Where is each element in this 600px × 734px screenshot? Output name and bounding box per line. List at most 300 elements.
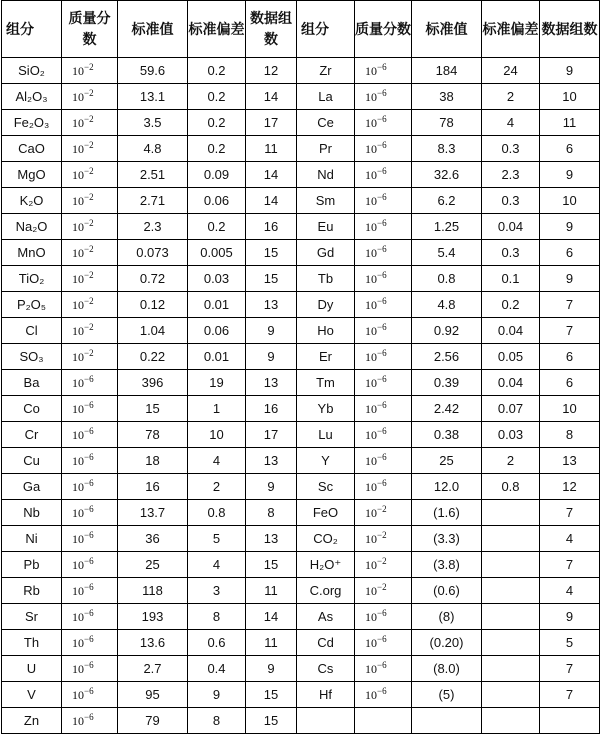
unit-base: 10 bbox=[365, 142, 377, 156]
standard-deviation-cell: 0.03 bbox=[482, 422, 540, 448]
standard-value-cell: 0.073 bbox=[118, 240, 188, 266]
standard-value-cell: (0.6) bbox=[412, 578, 482, 604]
component-cell: K₂O bbox=[2, 188, 62, 214]
standard-deviation-cell bbox=[482, 682, 540, 708]
mass-fraction-cell bbox=[355, 162, 412, 188]
data-count-cell: 17 bbox=[246, 110, 297, 136]
mass-fraction-cell bbox=[62, 266, 118, 292]
standard-deviation-cell: 2 bbox=[482, 448, 540, 474]
data-count-cell: 9 bbox=[246, 474, 297, 500]
data-count-cell: 12 bbox=[246, 58, 297, 84]
standard-deviation-cell: 0.4 bbox=[188, 656, 246, 682]
standard-value-cell: 0.38 bbox=[412, 422, 482, 448]
standard-deviation-cell: 0.3 bbox=[482, 136, 540, 162]
unit-base: 10 bbox=[72, 584, 84, 598]
standard-deviation-cell: 0.2 bbox=[482, 292, 540, 318]
standard-value-cell: 25 bbox=[118, 552, 188, 578]
data-count-cell: 15 bbox=[246, 240, 297, 266]
unit-exponent: −6 bbox=[377, 88, 387, 98]
standard-deviation-cell: 24 bbox=[482, 58, 540, 84]
unit-base: 10 bbox=[365, 194, 377, 208]
unit-exponent: −6 bbox=[377, 374, 387, 384]
data-count-cell: 7 bbox=[540, 318, 600, 344]
standard-deviation-cell: 0.04 bbox=[482, 214, 540, 240]
unit-exponent: −6 bbox=[84, 374, 94, 384]
data-count-cell: 12 bbox=[540, 474, 600, 500]
header-mass-fraction: 质量分数 bbox=[62, 1, 118, 58]
component-cell: CaO bbox=[2, 136, 62, 162]
standard-value-cell: (1.6) bbox=[412, 500, 482, 526]
data-count-cell: 9 bbox=[540, 162, 600, 188]
data-count-cell: 6 bbox=[540, 240, 600, 266]
data-count-cell: 16 bbox=[246, 396, 297, 422]
data-count-cell: 14 bbox=[246, 84, 297, 110]
standard-value-cell: 2.71 bbox=[118, 188, 188, 214]
unit-exponent: −2 bbox=[84, 348, 94, 358]
data-count-cell: 7 bbox=[540, 292, 600, 318]
unit-base: 10 bbox=[365, 64, 377, 78]
mass-fraction-cell bbox=[62, 682, 118, 708]
component-cell: Cr bbox=[2, 422, 62, 448]
unit-exponent: −2 bbox=[84, 244, 94, 254]
mass-fraction-cell bbox=[62, 344, 118, 370]
component-cell: Zr bbox=[297, 58, 355, 84]
table-row bbox=[2, 604, 600, 630]
unit-exponent: −6 bbox=[377, 244, 387, 254]
unit-exponent: −2 bbox=[84, 192, 94, 202]
unit-exponent: −6 bbox=[84, 608, 94, 618]
mass-fraction-cell bbox=[355, 682, 412, 708]
standard-deviation-cell: 0.2 bbox=[188, 84, 246, 110]
component-cell: Na₂O bbox=[2, 214, 62, 240]
unit-exponent: −6 bbox=[84, 452, 94, 462]
unit-base: 10 bbox=[365, 688, 377, 702]
data-count-cell: 15 bbox=[246, 266, 297, 292]
standard-value-cell: 2.3 bbox=[118, 214, 188, 240]
table-row bbox=[2, 370, 600, 396]
unit-exponent: −6 bbox=[377, 686, 387, 696]
standard-value-cell: 2.51 bbox=[118, 162, 188, 188]
table-row bbox=[2, 240, 600, 266]
table-row bbox=[2, 474, 600, 500]
component-cell: SiO₂ bbox=[2, 58, 62, 84]
component-cell: Eu bbox=[297, 214, 355, 240]
standard-deviation-cell: 19 bbox=[188, 370, 246, 396]
component-cell: Gd bbox=[297, 240, 355, 266]
unit-exponent: −6 bbox=[377, 348, 387, 358]
component-cell: Cs bbox=[297, 656, 355, 682]
unit-base: 10 bbox=[72, 116, 84, 130]
unit-base: 10 bbox=[72, 428, 84, 442]
mass-fraction-cell bbox=[355, 578, 412, 604]
data-count-cell: 7 bbox=[540, 682, 600, 708]
table-row bbox=[2, 526, 600, 552]
mass-fraction-cell bbox=[62, 422, 118, 448]
mass-fraction-cell bbox=[62, 162, 118, 188]
component-cell: Sm bbox=[297, 188, 355, 214]
table-row bbox=[2, 110, 600, 136]
unit-base: 10 bbox=[365, 454, 377, 468]
component-cell: Dy bbox=[297, 292, 355, 318]
unit-base: 10 bbox=[365, 558, 377, 572]
unit-base: 10 bbox=[72, 194, 84, 208]
component-cell: Ce bbox=[297, 110, 355, 136]
unit-exponent: −2 bbox=[84, 114, 94, 124]
standard-deviation-cell: 2 bbox=[482, 84, 540, 110]
data-count-cell: 13 bbox=[246, 292, 297, 318]
data-count-cell: 9 bbox=[246, 344, 297, 370]
unit-exponent: −6 bbox=[377, 634, 387, 644]
mass-fraction-cell bbox=[355, 422, 412, 448]
unit-exponent: −6 bbox=[377, 140, 387, 150]
unit-exponent: −6 bbox=[84, 686, 94, 696]
mass-fraction-cell bbox=[355, 526, 412, 552]
mass-fraction-cell bbox=[355, 500, 412, 526]
component-cell: Th bbox=[2, 630, 62, 656]
standard-value-cell: 78 bbox=[412, 110, 482, 136]
unit-exponent: −6 bbox=[377, 426, 387, 436]
unit-exponent: −6 bbox=[377, 114, 387, 124]
unit-base: 10 bbox=[365, 220, 377, 234]
unit-base: 10 bbox=[365, 428, 377, 442]
table-row bbox=[2, 162, 600, 188]
standard-deviation-cell: 0.2 bbox=[188, 110, 246, 136]
standard-deviation-cell: 5 bbox=[188, 526, 246, 552]
component-cell: TiO₂ bbox=[2, 266, 62, 292]
standard-value-cell: 0.22 bbox=[118, 344, 188, 370]
standard-value-cell: 13.1 bbox=[118, 84, 188, 110]
standard-value-cell: 0.39 bbox=[412, 370, 482, 396]
data-count-cell: 15 bbox=[246, 682, 297, 708]
component-cell: Pr bbox=[297, 136, 355, 162]
unit-exponent: −6 bbox=[377, 660, 387, 670]
standard-deviation-cell: 4 bbox=[482, 110, 540, 136]
unit-exponent: −6 bbox=[84, 712, 94, 722]
standard-value-cell: 36 bbox=[118, 526, 188, 552]
standard-value-cell: 4.8 bbox=[412, 292, 482, 318]
standard-value-cell: (0.20) bbox=[412, 630, 482, 656]
standard-value-cell: 2.56 bbox=[412, 344, 482, 370]
component-cell: CO₂ bbox=[297, 526, 355, 552]
component-cell: MnO bbox=[2, 240, 62, 266]
unit-base: 10 bbox=[365, 116, 377, 130]
mass-fraction-cell bbox=[355, 318, 412, 344]
data-count-cell: 14 bbox=[246, 162, 297, 188]
unit-base: 10 bbox=[365, 168, 377, 182]
unit-exponent: −6 bbox=[84, 478, 94, 488]
standard-deviation-cell bbox=[482, 604, 540, 630]
unit-exponent: −2 bbox=[84, 322, 94, 332]
data-count-cell: 10 bbox=[540, 84, 600, 110]
data-count-cell: 6 bbox=[540, 136, 600, 162]
standard-value-cell: 95 bbox=[118, 682, 188, 708]
standard-deviation-cell: 10 bbox=[188, 422, 246, 448]
table-row bbox=[2, 552, 600, 578]
component-cell: Cl bbox=[2, 318, 62, 344]
header-row bbox=[2, 1, 600, 58]
mass-fraction-cell bbox=[62, 448, 118, 474]
component-cell: Ho bbox=[297, 318, 355, 344]
component-cell: Y bbox=[297, 448, 355, 474]
standard-deviation-cell bbox=[482, 708, 540, 734]
table-row bbox=[2, 292, 600, 318]
unit-base: 10 bbox=[72, 142, 84, 156]
component-cell: Yb bbox=[297, 396, 355, 422]
data-count-cell: 11 bbox=[246, 136, 297, 162]
standard-deviation-cell bbox=[482, 578, 540, 604]
standard-value-cell: 0.92 bbox=[412, 318, 482, 344]
data-count-cell: 10 bbox=[540, 396, 600, 422]
standard-deviation-cell: 0.07 bbox=[482, 396, 540, 422]
component-cell: Pb bbox=[2, 552, 62, 578]
standard-deviation-cell: 4 bbox=[188, 448, 246, 474]
table-row bbox=[2, 188, 600, 214]
standard-value-cell: 193 bbox=[118, 604, 188, 630]
mass-fraction-cell bbox=[62, 318, 118, 344]
standard-value-cell: 8.3 bbox=[412, 136, 482, 162]
standard-value-cell: 0.72 bbox=[118, 266, 188, 292]
standard-value-cell: 118 bbox=[118, 578, 188, 604]
unit-base: 10 bbox=[72, 714, 84, 728]
unit-exponent: −2 bbox=[377, 556, 387, 566]
component-cell: U bbox=[2, 656, 62, 682]
standard-deviation-cell: 0.04 bbox=[482, 370, 540, 396]
header-component: 组分 bbox=[2, 1, 62, 58]
standard-deviation-cell: 0.2 bbox=[188, 136, 246, 162]
header-standard-value: 标准值 bbox=[118, 1, 188, 58]
unit-base: 10 bbox=[72, 506, 84, 520]
standard-deviation-cell bbox=[482, 552, 540, 578]
unit-exponent: −6 bbox=[84, 530, 94, 540]
component-cell: Cu bbox=[2, 448, 62, 474]
mass-fraction-cell bbox=[355, 630, 412, 656]
mass-fraction-cell bbox=[62, 630, 118, 656]
table-row bbox=[2, 266, 600, 292]
mass-fraction-cell bbox=[62, 708, 118, 734]
standard-deviation-cell: 0.03 bbox=[188, 266, 246, 292]
standard-deviation-cell: 8 bbox=[188, 708, 246, 734]
standard-deviation-cell: 0.8 bbox=[188, 500, 246, 526]
mass-fraction-cell bbox=[355, 136, 412, 162]
unit-exponent: −2 bbox=[377, 504, 387, 514]
component-cell: Zn bbox=[2, 708, 62, 734]
data-count-cell: 5 bbox=[540, 630, 600, 656]
unit-exponent: −6 bbox=[377, 478, 387, 488]
component-cell: Tb bbox=[297, 266, 355, 292]
data-count-cell: 11 bbox=[540, 110, 600, 136]
table-row bbox=[2, 422, 600, 448]
standard-value-cell: (8.0) bbox=[412, 656, 482, 682]
data-count-cell: 15 bbox=[246, 708, 297, 734]
standard-deviation-cell: 3 bbox=[188, 578, 246, 604]
standard-value-cell: (5) bbox=[412, 682, 482, 708]
data-count-cell: 7 bbox=[540, 552, 600, 578]
standard-value-cell: 59.6 bbox=[118, 58, 188, 84]
component-cell: Nd bbox=[297, 162, 355, 188]
unit-exponent: −6 bbox=[377, 296, 387, 306]
component-cell: MgO bbox=[2, 162, 62, 188]
unit-base: 10 bbox=[365, 610, 377, 624]
unit-exponent: −2 bbox=[84, 218, 94, 228]
component-cell: Al₂O₃ bbox=[2, 84, 62, 110]
data-count-cell: 6 bbox=[540, 344, 600, 370]
unit-exponent: −2 bbox=[84, 140, 94, 150]
standard-deviation-cell bbox=[482, 656, 540, 682]
header-standard-deviation: 标准偏差 bbox=[482, 1, 540, 58]
component-cell: Co bbox=[2, 396, 62, 422]
table-row bbox=[2, 136, 600, 162]
data-count-cell: 15 bbox=[246, 552, 297, 578]
unit-base: 10 bbox=[72, 90, 84, 104]
table-row bbox=[2, 214, 600, 240]
unit-exponent: −6 bbox=[84, 400, 94, 410]
data-count-cell: 11 bbox=[246, 630, 297, 656]
mass-fraction-cell bbox=[355, 266, 412, 292]
standard-deviation-cell: 0.01 bbox=[188, 292, 246, 318]
mass-fraction-cell bbox=[355, 604, 412, 630]
data-count-cell: 6 bbox=[540, 370, 600, 396]
unit-base: 10 bbox=[365, 298, 377, 312]
data-count-cell: 16 bbox=[246, 214, 297, 240]
mass-fraction-cell bbox=[355, 552, 412, 578]
standard-deviation-cell bbox=[482, 500, 540, 526]
unit-base: 10 bbox=[72, 64, 84, 78]
unit-base: 10 bbox=[72, 662, 84, 676]
mass-fraction-cell bbox=[355, 448, 412, 474]
data-count-cell: 10 bbox=[540, 188, 600, 214]
unit-base: 10 bbox=[72, 402, 84, 416]
standard-deviation-cell: 0.6 bbox=[188, 630, 246, 656]
standard-value-cell: 79 bbox=[118, 708, 188, 734]
header-standard-deviation: 标准偏差 bbox=[188, 1, 246, 58]
unit-exponent: −6 bbox=[84, 660, 94, 670]
standard-deviation-cell: 0.01 bbox=[188, 344, 246, 370]
unit-exponent: −6 bbox=[84, 556, 94, 566]
unit-base: 10 bbox=[365, 324, 377, 338]
data-count-cell: 13 bbox=[246, 526, 297, 552]
mass-fraction-cell bbox=[62, 84, 118, 110]
component-cell: Ni bbox=[2, 526, 62, 552]
header-standard-value: 标准值 bbox=[412, 1, 482, 58]
unit-base: 10 bbox=[72, 168, 84, 182]
unit-exponent: −6 bbox=[377, 400, 387, 410]
unit-base: 10 bbox=[72, 636, 84, 650]
mass-fraction-cell bbox=[62, 500, 118, 526]
standard-value-cell: 32.6 bbox=[412, 162, 482, 188]
component-cell: Ga bbox=[2, 474, 62, 500]
mass-fraction-cell bbox=[355, 110, 412, 136]
mass-fraction-cell bbox=[62, 240, 118, 266]
standard-deviation-cell: 1 bbox=[188, 396, 246, 422]
mass-fraction-cell bbox=[355, 84, 412, 110]
unit-exponent: −2 bbox=[84, 296, 94, 306]
table-row bbox=[2, 500, 600, 526]
mass-fraction-cell bbox=[355, 396, 412, 422]
standard-value-cell: 12.0 bbox=[412, 474, 482, 500]
unit-base: 10 bbox=[365, 480, 377, 494]
unit-base: 10 bbox=[72, 350, 84, 364]
mass-fraction-cell bbox=[62, 58, 118, 84]
unit-exponent: −2 bbox=[84, 88, 94, 98]
unit-base: 10 bbox=[365, 402, 377, 416]
data-count-cell bbox=[540, 708, 600, 734]
unit-exponent: −6 bbox=[377, 270, 387, 280]
mass-fraction-cell bbox=[62, 604, 118, 630]
standard-value-cell: 16 bbox=[118, 474, 188, 500]
data-count-cell: 13 bbox=[540, 448, 600, 474]
unit-base: 10 bbox=[72, 532, 84, 546]
table-row bbox=[2, 682, 600, 708]
standard-deviation-cell bbox=[482, 630, 540, 656]
component-cell bbox=[297, 708, 355, 734]
standard-value-cell: 184 bbox=[412, 58, 482, 84]
unit-base: 10 bbox=[365, 532, 377, 546]
table-row bbox=[2, 84, 600, 110]
standard-value-cell: 1.04 bbox=[118, 318, 188, 344]
unit-base: 10 bbox=[72, 376, 84, 390]
component-cell: SO₃ bbox=[2, 344, 62, 370]
standard-deviation-cell: 0.8 bbox=[482, 474, 540, 500]
standard-value-cell: 2.42 bbox=[412, 396, 482, 422]
mass-fraction-cell bbox=[62, 396, 118, 422]
mass-fraction-cell bbox=[355, 344, 412, 370]
data-count-cell: 9 bbox=[540, 266, 600, 292]
component-cell: C.org bbox=[297, 578, 355, 604]
mass-fraction-cell bbox=[62, 110, 118, 136]
unit-base: 10 bbox=[72, 272, 84, 286]
unit-base: 10 bbox=[365, 662, 377, 676]
unit-exponent: −6 bbox=[377, 452, 387, 462]
component-cell: La bbox=[297, 84, 355, 110]
standard-deviation-cell: 4 bbox=[188, 552, 246, 578]
data-count-cell: 7 bbox=[540, 500, 600, 526]
header-data-count: 数据组数 bbox=[246, 1, 297, 58]
standard-value-cell: 13.6 bbox=[118, 630, 188, 656]
unit-exponent: −6 bbox=[377, 608, 387, 618]
data-count-cell: 14 bbox=[246, 188, 297, 214]
data-count-cell: 8 bbox=[540, 422, 600, 448]
data-count-cell: 4 bbox=[540, 526, 600, 552]
unit-base: 10 bbox=[72, 246, 84, 260]
unit-exponent: −6 bbox=[84, 582, 94, 592]
standard-value-cell: 396 bbox=[118, 370, 188, 396]
unit-base: 10 bbox=[365, 350, 377, 364]
unit-base: 10 bbox=[365, 246, 377, 260]
standard-deviation-cell: 2 bbox=[188, 474, 246, 500]
standard-deviation-cell: 0.1 bbox=[482, 266, 540, 292]
unit-exponent: −2 bbox=[84, 62, 94, 72]
standard-deviation-cell: 0.04 bbox=[482, 318, 540, 344]
standard-deviation-cell bbox=[482, 526, 540, 552]
standard-deviation-cell: 0.005 bbox=[188, 240, 246, 266]
unit-exponent: −2 bbox=[377, 530, 387, 540]
standard-deviation-cell: 0.2 bbox=[188, 214, 246, 240]
mass-fraction-cell bbox=[62, 188, 118, 214]
mass-fraction-cell bbox=[62, 526, 118, 552]
mass-fraction-cell bbox=[62, 370, 118, 396]
data-count-cell: 17 bbox=[246, 422, 297, 448]
unit-base: 10 bbox=[72, 688, 84, 702]
standard-value-cell: (8) bbox=[412, 604, 482, 630]
data-count-cell: 9 bbox=[540, 58, 600, 84]
component-cell: Lu bbox=[297, 422, 355, 448]
standard-deviation-cell: 9 bbox=[188, 682, 246, 708]
standard-value-cell: 2.7 bbox=[118, 656, 188, 682]
standard-value-cell: 5.4 bbox=[412, 240, 482, 266]
unit-base: 10 bbox=[365, 272, 377, 286]
component-cell: FeO bbox=[297, 500, 355, 526]
component-cell: Tm bbox=[297, 370, 355, 396]
